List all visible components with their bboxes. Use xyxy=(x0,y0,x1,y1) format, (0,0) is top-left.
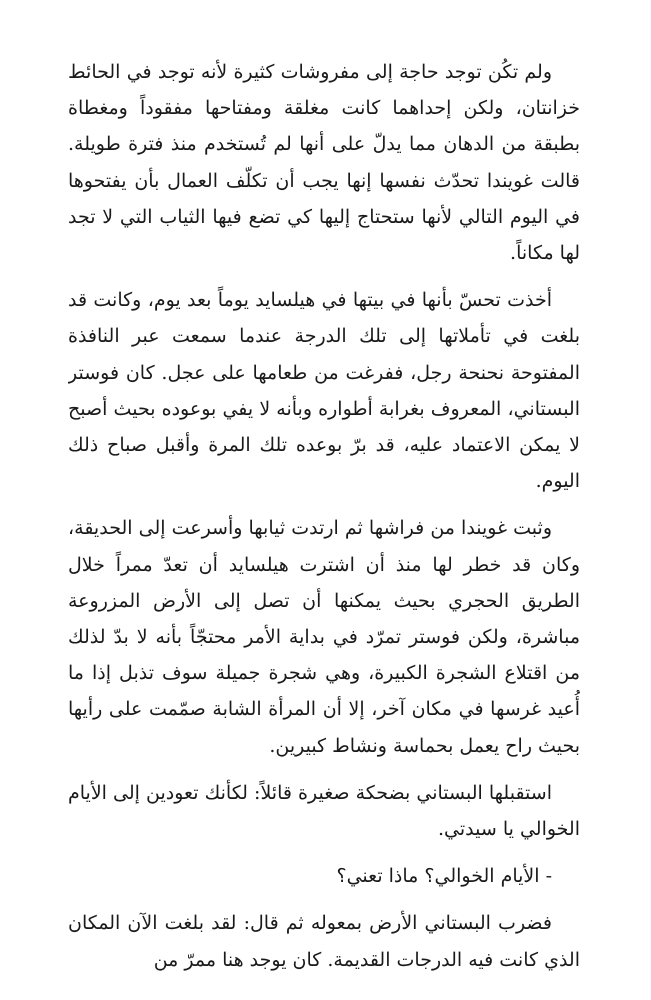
book-page xyxy=(68,54,580,994)
paragraph-4: استقبلها البستاني بضحكة صغيرة قائلاً: لكأنك تعودين إلى الأيام الخوالي يا سيدتي. xyxy=(68,781,580,841)
dialogue-line: - الأيام الخوالي؟ ماذا تعني؟ xyxy=(336,865,552,888)
paragraph-2: أخذت تحسّ بأنها في بيتها في هيلسايد يوماً بعد يوم، وكانت قد بلغت في تأملاتها إلى تلك الدرجة عندما سمعت عبر النافذة المفتوحة نحنحة رجل، ففرغت من طعامها على عجل. كان فوستر البستاني، المعروف بغرابة أطواره وبأنه لا يفي بوعوده بحيث أصبح لا يمكن الاعتماد عليه، قد برّ بوعده تلك المرة وأقبل صباح ذلك اليوم. xyxy=(68,289,580,493)
paragraph-3: وثبت غويندا من فراشها ثم ارتدت ثيابها وأسرعت إلى الحديقة، وكان قد خطر لها منذ أن اشترت هيلسايد أن تعدّ ممراً خلال الطريق الحجري بحيث يمكنها أن تصل إلى الأرض المزروعة مباشرة، ولكن فوستر تمرّد في بداية الأمر محتجّاً بأنه لا بدّ لذلك من اقتلاع الشجرة الكبيرة، وهي شجرة جميلة سوف تذبل إذا ما أُعيد غرسها في مكان آخر، إلا أن المرأة الشابة صمّمت على رأيها بحيث راح يعمل بحماسة ونشاط كبيرين. xyxy=(68,517,580,757)
paragraph-1: ولم تكُن توجد حاجة إلى مفروشات كثيرة لأنه توجد في الحائط خزانتان، ولكن إحداهما كانت مغلقة ومفتاحها مفقوداً ومغطاة بطبقة من الدهان مما يدلّ على أنها لم تُستخدم منذ فترة طويلة. قالت غويندا تحدّث نفسها إنها يجب أن تكلّف العمال بأن يفتحوها في اليوم التالي لأنها ستحتاج إليها كي تضع فيها الثياب التي لا تجد لها مكاناً. xyxy=(68,61,580,265)
paragraph-6: فضرب البستاني الأرض بمعوله ثم قال: لقد بلغت الآن المكان الذي كانت فيه الدرجات القديمة. كان يوجد هنا ممرّ من xyxy=(68,912,580,971)
